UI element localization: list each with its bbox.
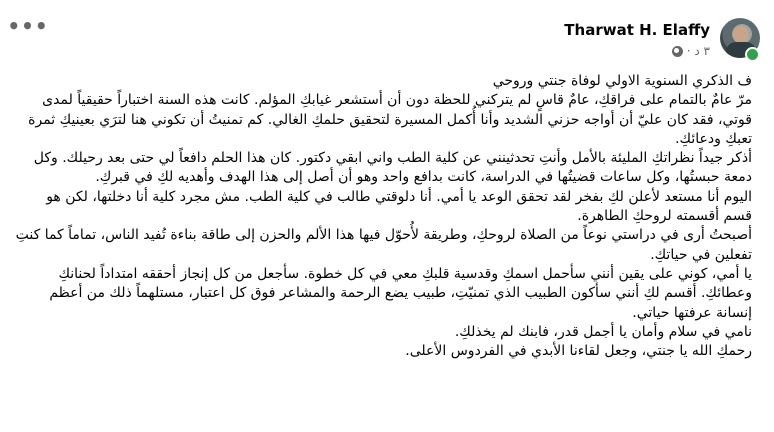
globe-icon [672, 46, 683, 57]
post-paragraph: اليوم أنا مستعد لأعلن لكِ بفخر لقد تحقق الوعد يا أمي. أنا دلوقتي طالب في كلية الطب. مش مجرد كلية أنا دخلتها، لكن هو قسم أقسمته لروحكِ الطاهرة. [46, 188, 752, 225]
post-paragraph: يا أمي، كوني على يقين أنني سأحمل اسمكِ وقدسية قلبكِ معي في كل خطوة. سأجعل من كل إنجاز أحققه امتداداً لحنانكِ وعطائكِ. أقسم لكِ أنني سأكون الطبيب الذي تمنيّتِ، طبيب يضع الرحمة والمشاعر فوق كل اعتبار، مستلهماً ذلك من أعظم إنسانة عرفتها حياتي. [49, 265, 752, 321]
post-text [14, 72, 752, 361]
post-paragraph: رحمكِ الله يا جنتي، وجعل لقاءنا الأبدي في الفردوس الأعلى. [405, 343, 752, 360]
post-paragraph: أصبحتُ أرى في دراستي نوعاً من الصلاة لروحكِ، وطريقة لأُحوّل فيها هذا الألم والحزن إلى طاقة بناءة تُفيد الناس، تماماً كما كنتِ تفعلين في حياتكِ. [15, 227, 752, 263]
post-paragraph: ف الذكري السنوية الاولي لوفاة جنتي وروحي [492, 73, 752, 89]
post-time[interactable]: ٣ د · [686, 44, 710, 58]
post-paragraph: مرّ عامٌ بالتمام على فراقكِ، عامٌ قاسٍ لم يتركني للحظة دون أن أستشعر غيابكِ المؤلم. كانت هذه السنة اختباراً حقيقياً لمدى قوتي، فقد كان عليّ أن أواجه حزني الشديد وأنا أُكمل المسيرة لتحقيق حلمكِ الغالي. كم تمنيتُ أن تكوني هنا لترَي بعينيكِ ثمرة تعبكِ ودعائكِ. [28, 92, 752, 147]
more-dots-icon[interactable]: ••• [7, 14, 49, 38]
post-header [7, 14, 760, 64]
post-paragraph: نامي في سلام وأمان يا أجمل قدر، فابنك لم يخذلكِ. [454, 323, 752, 340]
post-meta [672, 44, 710, 58]
author-name[interactable]: Tharwat H. Elaffy [564, 21, 710, 39]
post-paragraph: أذكر جيداً نظراتكِ المليئة بالأمل وأنتِ تحدثينني عن كلية الطب واني ابقي دكتور. كان هذا الحلم دافعاً لي حتى بعد رحيلك. وكل دمعة حبستُها، وكل ساعات قضيتُها في الدراسة، كانت بدافع واحد وهو أن أصل إلى هذا الهدف وأهديه لكِ في قبركِ. [33, 150, 752, 186]
online-status-icon [745, 47, 760, 62]
